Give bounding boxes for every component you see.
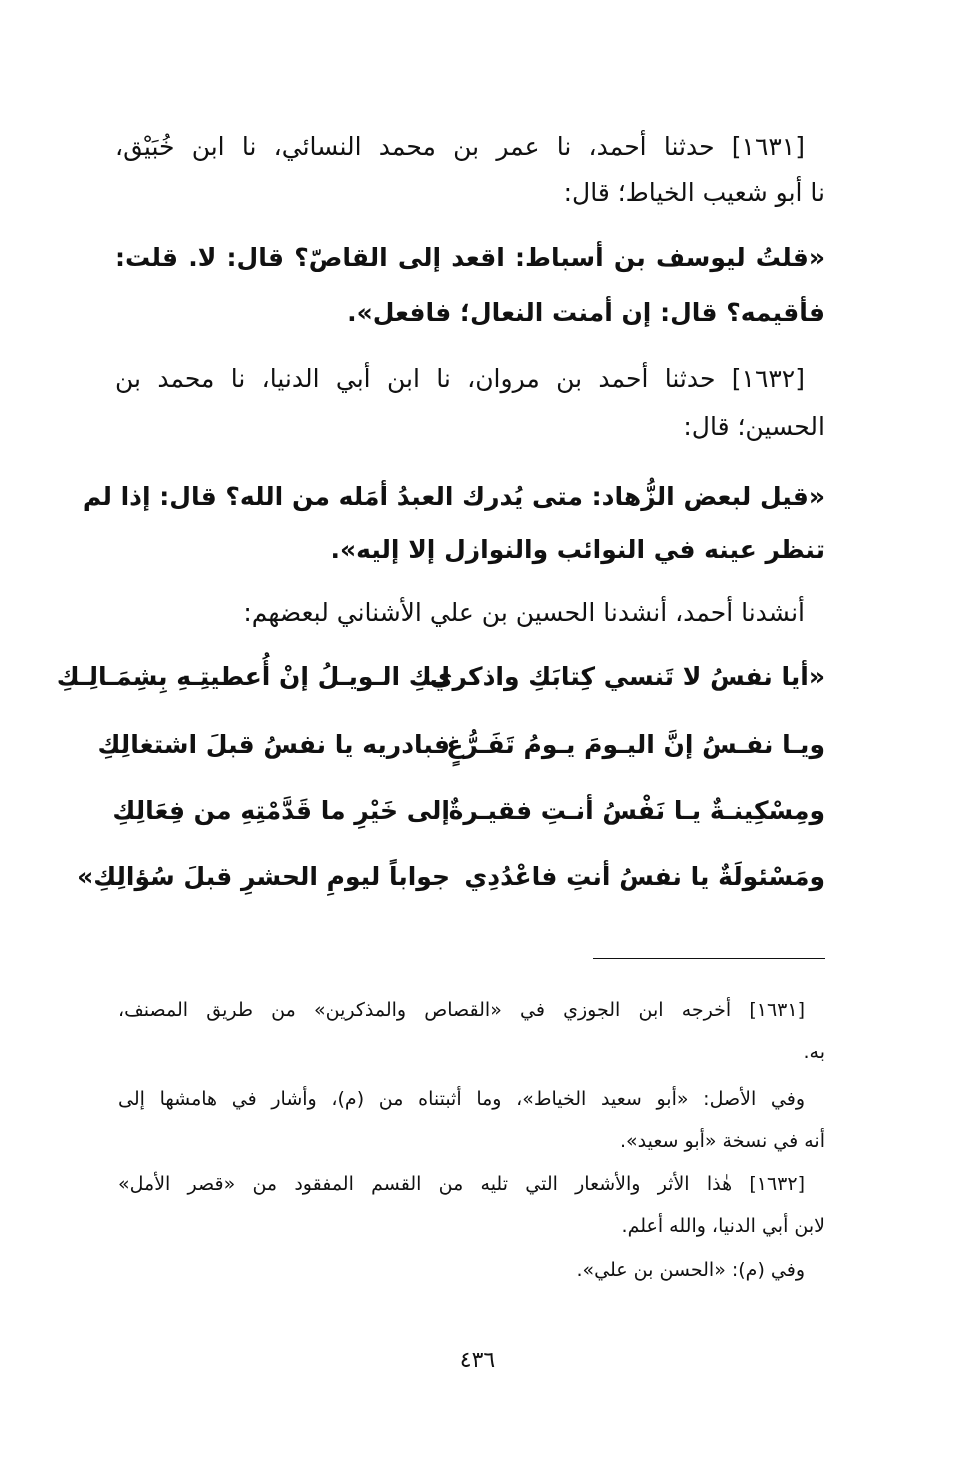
verse-4-first-hemistich: ومَسْئولَةٌ يا نفسُ أنتِ فاعْدُدِي [464, 862, 825, 891]
footnote-4-line-1: وفي (م): «الحسن بن علي». [576, 1259, 805, 1281]
footnote-2-line-1: وفي الأصل: «أبو سعيد الخياط»، وما أثبتناه من (م)، وأشار في هامشها إلى [118, 1088, 805, 1110]
quote-1-line-1: «قلتُ ليوسف بن أسباط: اقعد إلى القاصّ؟ قال: لا. قلت: [115, 243, 825, 272]
footnote-2-line-2: أنه في نسخة «أبو سعيد». [620, 1130, 825, 1152]
verse-2-first-hemistich: ويـا نفـسُ إنَّ اليـومَ يـومُ تَفَـرُّغٍ [446, 730, 825, 759]
footnote-3-line-2: لابن أبي الدنيا، والله أعلم. [621, 1215, 825, 1237]
quote-1-line-2: فأقيمه؟ قال: إن أمنت النعال؛ فافعل». [347, 298, 825, 327]
footnote-separator [593, 958, 825, 959]
verse-1-second-hemistich: لـكِ الـويـلُ إنْ أُعطيتِـهِ بِشِمَـالِـكِ [56, 662, 450, 691]
verse-2-second-hemistich: فبادريه يا نفسُ قبلَ اشتغالِكِ [97, 730, 450, 759]
footnote-1-line-1: [١٦٣١] أخرجه ابن الجوزي في «القصاص والمذكرين» من طريق المصنف، [118, 999, 805, 1021]
quote-2-line-2: تنظر عينه في النوائب والنوازل إلا إليه». [330, 535, 825, 564]
footnote-1-line-2: به. [803, 1041, 825, 1063]
verse-3-first-hemistich: ومِسْكِينـةٌ يـا نَفْسُ أنـتِ فقيـرةٌ [448, 796, 825, 825]
footnote-3-line-1: [١٦٣٢] هٰذا الأثر والأشعار التي تليه من القسم المفقود من «قصر الأمل» [118, 1173, 805, 1195]
verse-3-second-hemistich: إلى خَيْرِ ما قَدَّمْتِهِ من فِعَالِكِ [112, 796, 450, 825]
verse-4-second-hemistich: جواباً ليومِ الحشرِ قبلَ سُؤالِكِ» [77, 862, 450, 891]
quote-2-line-1: «قيل لبعض الزُّهاد: متى يُدرك العبدُ أمَله من الله؟ قال: إذا لم [82, 482, 825, 511]
paragraph-2-line-1: [١٦٣٢] حدثنا أحمد بن مروان، نا ابن أبي الدنيا، نا محمد بن [115, 364, 805, 393]
paragraph-1-line-2: نا أبو شعيب الخياط؛ قال: [563, 178, 825, 207]
paragraph-1-line-1: [١٦٣١] حدثنا أحمد، نا عمر بن محمد النسائي، نا ابن خُبَيْق، [115, 132, 805, 161]
paragraph-2-line-2: الحسين؛ قال: [683, 412, 825, 441]
paragraph-3-line-1: أنشدنا أحمد، أنشدنا الحسين بن علي الأشناني لبعضهم: [243, 598, 805, 627]
page-number: ٤٣٦ [459, 1348, 496, 1373]
verse-1-first-hemistich: «أيا نفسُ لا تَنسي كِتابَكِ واذكري [429, 662, 825, 691]
